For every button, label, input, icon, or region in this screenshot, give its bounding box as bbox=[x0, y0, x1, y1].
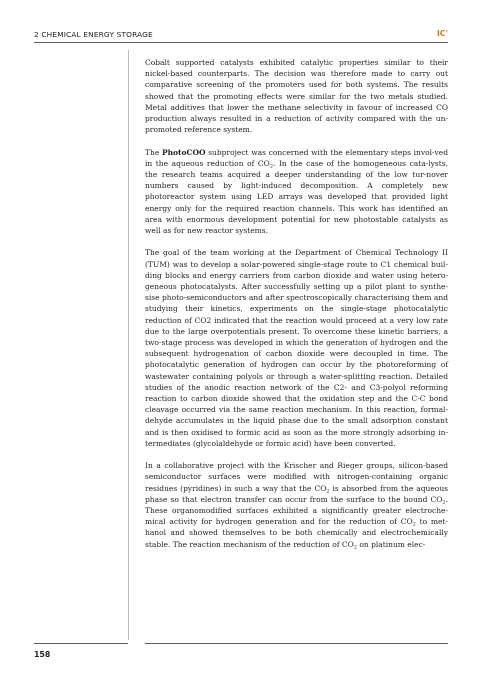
header-rule bbox=[34, 42, 448, 43]
paragraph-cobalt: Cobalt supported catalysts exhibited catalytic properties similar to their nickel-based counterparts. The decision was therefore made to carry out comparative screening of the promoters used for both systems. The results showed that the promoting effects were similar for the two metals studied. Metal additives that lower the methane selectivity in favour of increased CO production always resulted in a reduction of activity compared with the un-promoted reference system. bbox=[145, 58, 448, 135]
p4-text-d: to met-hanol and showed themselves to be both chemically and electrochemically stable. The reaction mechanism of the reduction of CO bbox=[145, 517, 448, 549]
footer-rule-right bbox=[145, 643, 448, 644]
subscript-2: 2 bbox=[442, 499, 446, 506]
brand-logo bbox=[437, 29, 448, 38]
subscript-2: 2 bbox=[269, 163, 274, 170]
brand-text: IC bbox=[436, 29, 446, 38]
brand-superscript: x bbox=[445, 29, 448, 35]
p4-text-c: . These organomodified surfaces exhibited a significantly greater electroche-mical activity for hydrogen generation and for the reduction of CO bbox=[145, 494, 448, 527]
paragraph-photocoo bbox=[145, 147, 448, 237]
p2-lead: The bbox=[145, 147, 162, 157]
paragraph-collaboration bbox=[145, 460, 448, 550]
body-text bbox=[145, 57, 448, 561]
subscript-2: 2 bbox=[326, 488, 330, 495]
p4-text-e: on platinum elec- bbox=[356, 539, 426, 549]
p4-text-a: In a collaborative project with the Krischer and Rieger groups, silicon-based semiconductor surfaces were modified with nitrogen-containing organic residues (pyridines) in such a way that the CO bbox=[145, 461, 448, 493]
footer-rule-left bbox=[34, 643, 128, 644]
subscript-2: 2 bbox=[412, 521, 416, 528]
page-number: 158 bbox=[34, 650, 51, 659]
photocoo-term: PhotoCOO bbox=[161, 147, 206, 157]
margin-rule bbox=[128, 50, 129, 640]
p2-text-a: subproject was concerned with the elementary steps invol-ved in the aqueous reduction of CO bbox=[145, 147, 449, 168]
subscript-2: 2 bbox=[353, 544, 357, 551]
paragraph-tum: The goal of the team working at the Department of Chemical Technology II (TUM) was to develop a solar-powered single-stage route to C1 chemical buil-ding blocks and energy carriers from carbon dioxide and water using hetero-geneous photocatalysts. After successfully setting up a pilot plant to synthe-sise photo-semiconductors and after spectroscopically characterising them and studying their kinetics, experiments on the single-stage photocatalytic reduction of CO2 indicated that the reaction would proceed at a very low rate due to the large overpotentials present. To overcome these kinetic barriers, a two-stage process was developed in which the generation of hydrogen and the subsequent hydrogenation of carbon dioxide were decoupled in time. The photocatalytic generation of hydrogen can occur by the photoreforming of wastewater containing polyols or through a water-splitting reaction. Detailed studies of the anodic reaction network of the C2- and C3-polyol reforming reaction to carbon dioxide showed that the oxidation step and the C-C bond cleavage occurred via the same reaction mechanism. In this reaction, formal-dehyde accumulates in the liquid phase due to the small adsorption constant and is then oxidised to formic acid as soon as the more strongly adsorbing in-termediates (glycolaldehyde or formic acid) have been converted. bbox=[145, 248, 448, 448]
p4-text-b: is absorbed from the aqueous phase so that electron transfer can occur from the surface to the bound CO bbox=[145, 483, 448, 504]
running-head: 2 CHEMICAL ENERGY STORAGE bbox=[34, 30, 153, 39]
p2-text-b: . In the case of the homogeneous cata-lysts, the research teams acquired a deeper understanding of the low tur-nover numbers caused by light-induced decomposition. A completely new photoreactor system using LED arrays was developed that provided light energy only for the required reaction channels. This work has identified an area with enormous development potential for new photostable catalysts as well as for new reactor systems. bbox=[145, 158, 448, 236]
